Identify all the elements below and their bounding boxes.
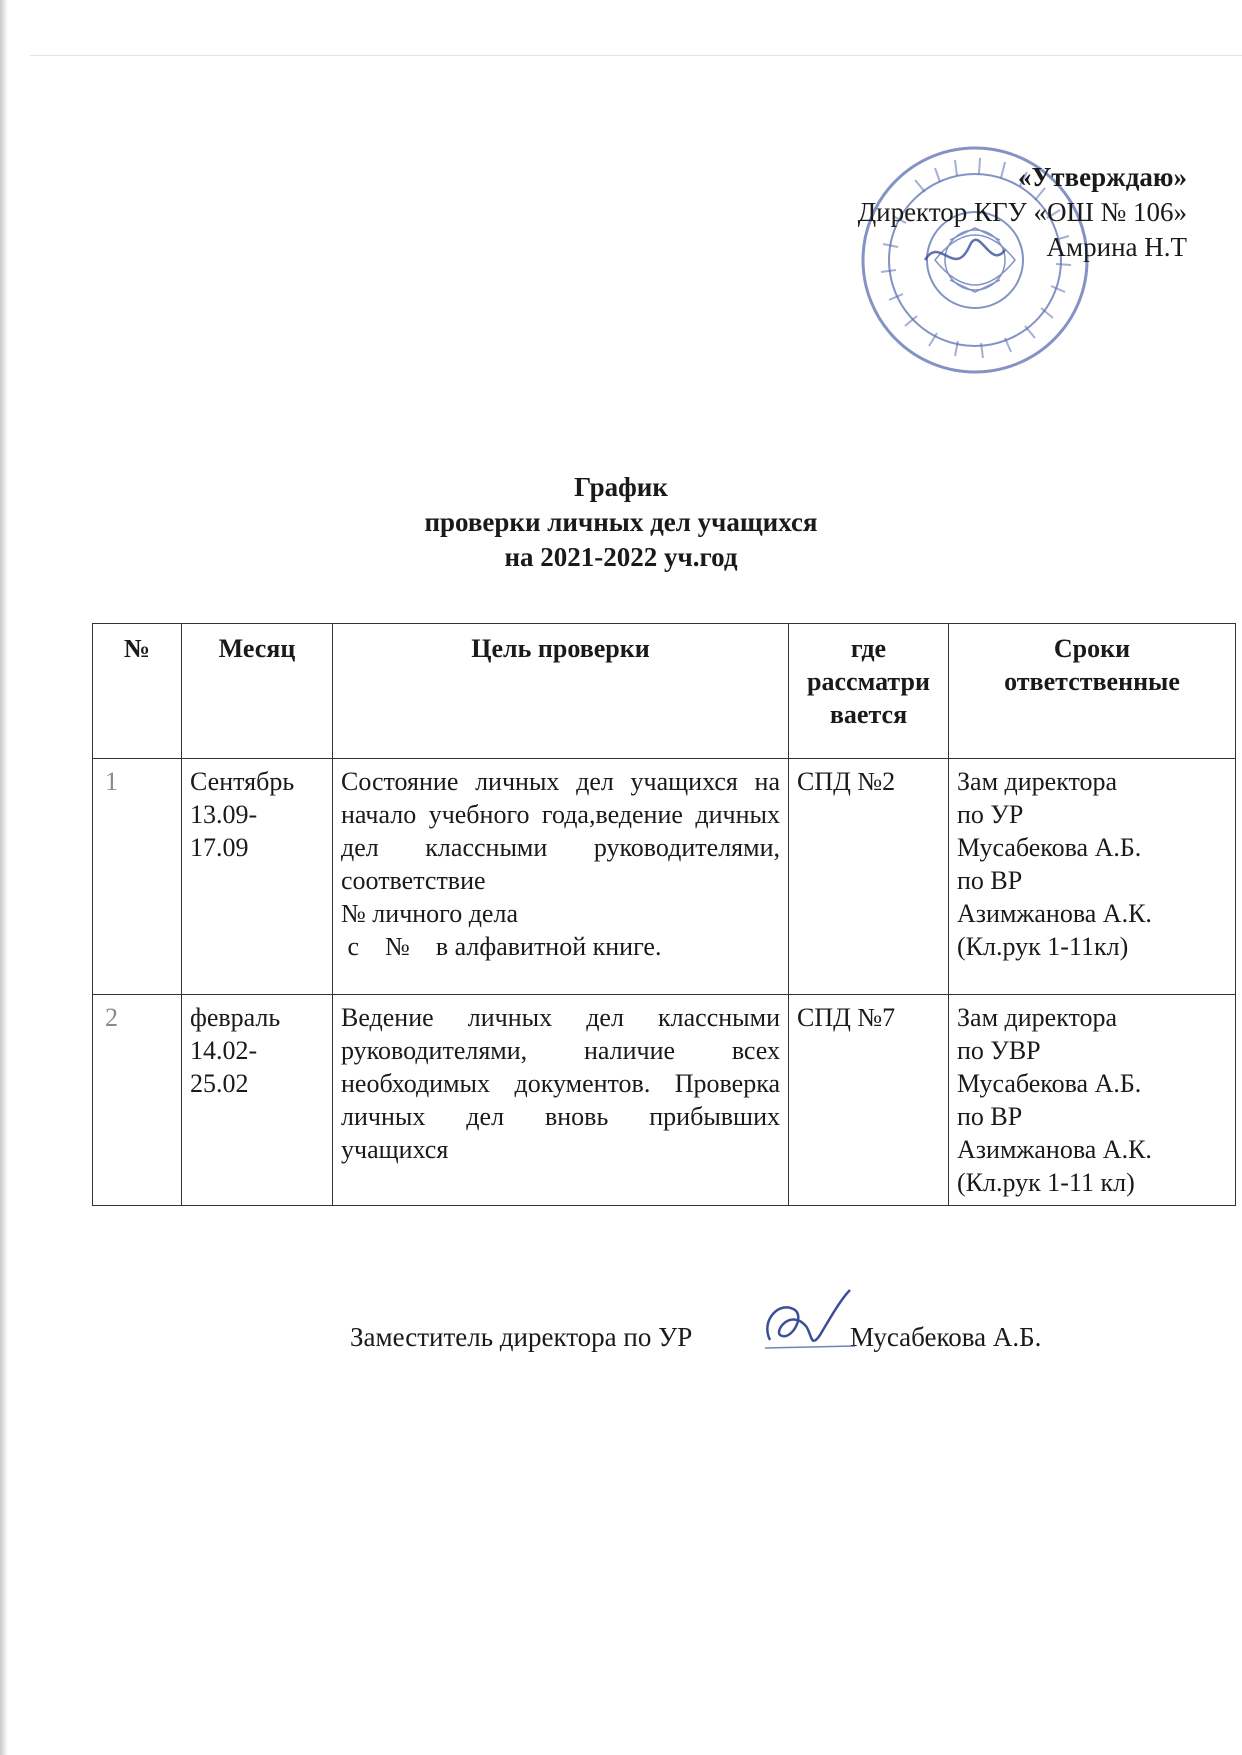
month-dates: 25.02 (190, 1069, 249, 1098)
header-where-line: рассматри (807, 667, 930, 696)
signature-icon (750, 1280, 870, 1360)
title-line-1: График (574, 472, 668, 502)
row-responsible (949, 995, 1236, 1206)
month-name: Сентябрь (190, 767, 295, 796)
row-month (182, 995, 333, 1206)
goal-text: с № в алфавитной книге. (341, 932, 662, 961)
row-goal (333, 759, 789, 995)
responsible-line: по ВР (957, 1102, 1023, 1131)
responsible-line: Зам директора (957, 1003, 1118, 1032)
approval-position: Директор КГУ «ОШ № 106» (857, 197, 1187, 227)
footer-name: Мусабекова А.Б. (850, 1322, 1042, 1352)
row-month (182, 759, 333, 995)
responsible-line: по УВР (957, 1036, 1041, 1065)
title-line-3: на 2021-2022 уч.год (504, 542, 738, 572)
title-line-2: проверки личных дел учащихся (424, 507, 818, 537)
month-dates: 17.09 (190, 833, 249, 862)
header-where-line: где (850, 634, 887, 663)
header-num: № (93, 624, 182, 759)
month-name: февраль (190, 1003, 281, 1032)
responsible-line: Мусабекова А.Б. (957, 833, 1142, 862)
goal-text: № личного дела (341, 899, 518, 928)
row-where: СПД №7 (789, 995, 949, 1206)
document-title (0, 470, 1242, 575)
header-goal: Цель проверки (333, 624, 789, 759)
responsible-line: (Кл.рук 1-11кл) (957, 932, 1129, 961)
row-goal (333, 995, 789, 1206)
responsible-line: по УР (957, 800, 1024, 829)
scan-top-line (30, 55, 1242, 56)
header-where (789, 624, 949, 759)
row-responsible (949, 759, 1236, 995)
scan-edge (0, 0, 8, 1755)
footer-role: Заместитель директора по УР (350, 1322, 693, 1352)
table-row (93, 759, 1236, 995)
table-row (93, 995, 1236, 1206)
row-num: 2 (93, 995, 182, 1206)
table-header-row (93, 624, 1236, 759)
approval-heading: «Утверждаю» (1017, 162, 1187, 192)
responsible-line: по ВР (957, 866, 1023, 895)
responsible-line: Зам директора (957, 767, 1118, 796)
header-terms-line: ответственные (1004, 667, 1180, 696)
responsible-line: Мусабекова А.Б. (957, 1069, 1142, 1098)
row-where: СПД №2 (789, 759, 949, 995)
header-terms-line: Сроки (1053, 634, 1131, 663)
schedule-table (92, 623, 1236, 1206)
responsible-line: Азимжанова А.К. (957, 1135, 1152, 1164)
header-month: Месяц (182, 624, 333, 759)
month-dates: 14.02- (190, 1036, 258, 1065)
responsible-line: (Кл.рук 1-11 кл) (957, 1168, 1135, 1197)
header-where-line: вается (829, 700, 908, 729)
goal-text: Ведение личных дел классными руководителями, наличие всех необходимых документов. Проверка личных дел вновь прибывших учащихся (341, 1003, 780, 1164)
approval-name: Амрина Н.Т (1046, 232, 1187, 262)
row-num: 1 (93, 759, 182, 995)
goal-text: Состояние личных дел учащихся на начало учебного года,ведение дичных дел классными руководителями, соответствие (341, 767, 780, 895)
month-dates: 13.09- (190, 800, 258, 829)
approval-block (858, 160, 1187, 265)
responsible-line: Азимжанова А.К. (957, 899, 1152, 928)
header-terms (949, 624, 1236, 759)
